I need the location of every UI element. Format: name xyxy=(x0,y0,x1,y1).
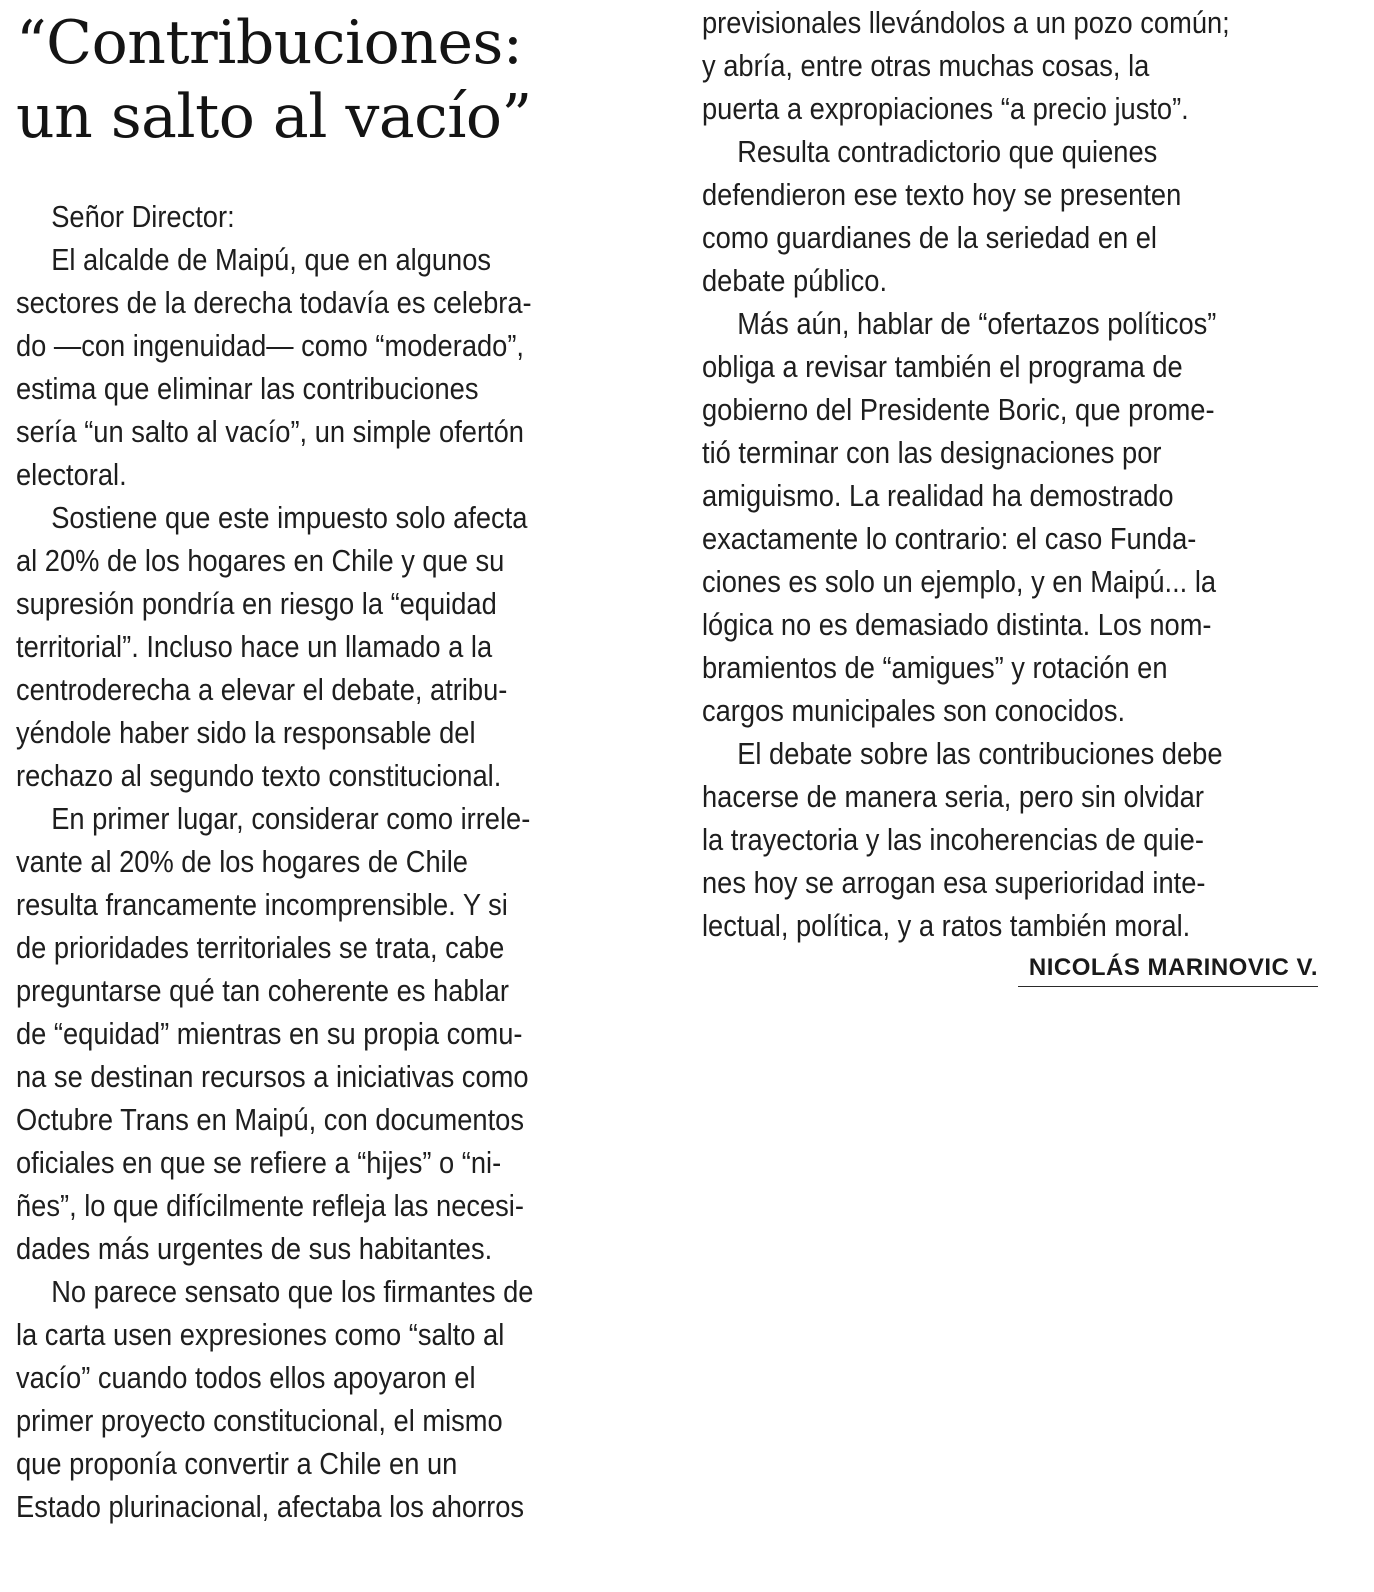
text-line: estima que eliminar las contribuciones xyxy=(16,371,479,406)
text-line: y abría, entre otras muchas cosas, la xyxy=(702,48,1150,83)
text-line: do —con ingenuidad— como “moderado”, xyxy=(16,328,525,363)
text-line: preguntarse qué tan coherente es hablar xyxy=(16,973,509,1008)
text-line: dades más urgentes de sus habitantes. xyxy=(16,1231,493,1266)
text-line: hacerse de manera seria, pero sin olvidar xyxy=(702,779,1204,814)
text-line: gobierno del Presidente Boric, que prome- xyxy=(702,392,1215,427)
text-line: al 20% de los hogares en Chile y que su xyxy=(16,543,505,578)
text-line: como guardianes de la seriedad en el xyxy=(702,220,1157,255)
text-line: En primer lugar, considerar como irrele- xyxy=(51,801,531,836)
text-line: primer proyecto constitucional, el mismo xyxy=(16,1403,503,1438)
text-line: sería “un salto al vacío”, un simple ofertón xyxy=(16,414,524,449)
text-line: rechazo al segundo texto constitucional. xyxy=(16,758,502,793)
text-line: puerta a expropiaciones “a precio justo”. xyxy=(702,91,1189,126)
text-line: na se destinan recursos a iniciativas como xyxy=(16,1059,529,1094)
text-line: de prioridades territoriales se trata, cabe xyxy=(16,930,505,965)
headline-line-1: “Contribuciones: xyxy=(16,8,523,78)
text-line: lectual, política, y a ratos también moral. xyxy=(702,908,1191,943)
text-line: obliga a revisar también el programa de xyxy=(702,349,1183,384)
text-line: No parece sensato que los firmantes de xyxy=(51,1274,534,1309)
letter-column-right xyxy=(702,1,1322,947)
salutation: Señor Director: xyxy=(51,199,235,234)
text-line: sectores de la derecha todavía es celebra- xyxy=(16,285,532,320)
text-line: ciones es solo un ejemplo, y en Maipú... la xyxy=(702,564,1217,599)
text-line: territorial”. Incluso hace un llamado a la xyxy=(16,629,493,664)
text-line: de “equidad” mientras en su propia comu- xyxy=(16,1016,523,1051)
text-line: resulta francamente incomprensible. Y si xyxy=(16,887,508,922)
text-line: Más aún, hablar de “ofertazos políticos” xyxy=(737,306,1217,341)
letter-headline xyxy=(16,6,656,154)
text-line: El alcalde de Maipú, que en algunos xyxy=(51,242,492,277)
letter-column-left xyxy=(16,195,628,1528)
text-line: tió terminar con las designaciones por xyxy=(702,435,1162,470)
text-line: supresión pondría en riesgo la “equidad xyxy=(16,586,497,621)
text-line: yéndole haber sido la responsable del xyxy=(16,715,476,750)
text-line: Octubre Trans en Maipú, con documentos xyxy=(16,1102,524,1137)
text-line: oficiales en que se refiere a “hijes” o “ni- xyxy=(16,1145,502,1180)
text-line: la carta usen expresiones como “salto al xyxy=(16,1317,505,1352)
text-line: Resulta contradictorio que quienes xyxy=(737,134,1158,169)
headline-line-2: un salto al vacío” xyxy=(16,82,532,152)
text-line: Sostiene que este impuesto solo afecta xyxy=(51,500,528,535)
text-line: cargos municipales son conocidos. xyxy=(702,693,1126,728)
text-line: electoral. xyxy=(16,457,127,492)
text-line: nes hoy se arrogan esa superioridad inte- xyxy=(702,865,1206,900)
text-line: amiguismo. La realidad ha demostrado xyxy=(702,478,1174,513)
text-line: vacío” cuando todos ellos apoyaron el xyxy=(16,1360,476,1395)
text-line: El debate sobre las contribuciones debe xyxy=(737,736,1223,771)
text-line: exactamente lo contrario: el caso Funda- xyxy=(702,521,1197,556)
text-line: la trayectoria y las incoherencias de quie- xyxy=(702,822,1204,857)
text-line: bramientos de “amigues” y rotación en xyxy=(702,650,1168,685)
text-line: ñes”, lo que difícilmente refleja las necesi- xyxy=(16,1188,524,1223)
text-line: vante al 20% de los hogares de Chile xyxy=(16,844,468,879)
text-line: centroderecha a elevar el debate, atribu- xyxy=(16,672,508,707)
text-line: previsionales llevándolos a un pozo común; xyxy=(702,5,1230,40)
text-line: debate público. xyxy=(702,263,888,298)
author-signature: NICOLÁS MARINOVIC V. xyxy=(1018,952,1318,987)
text-line: defendieron ese texto hoy se presenten xyxy=(702,177,1182,212)
text-line: lógica no es demasiado distinta. Los nom- xyxy=(702,607,1212,642)
text-line: que proponía convertir a Chile en un xyxy=(16,1446,458,1481)
text-line: Estado plurinacional, afectaba los ahorros xyxy=(16,1489,525,1524)
